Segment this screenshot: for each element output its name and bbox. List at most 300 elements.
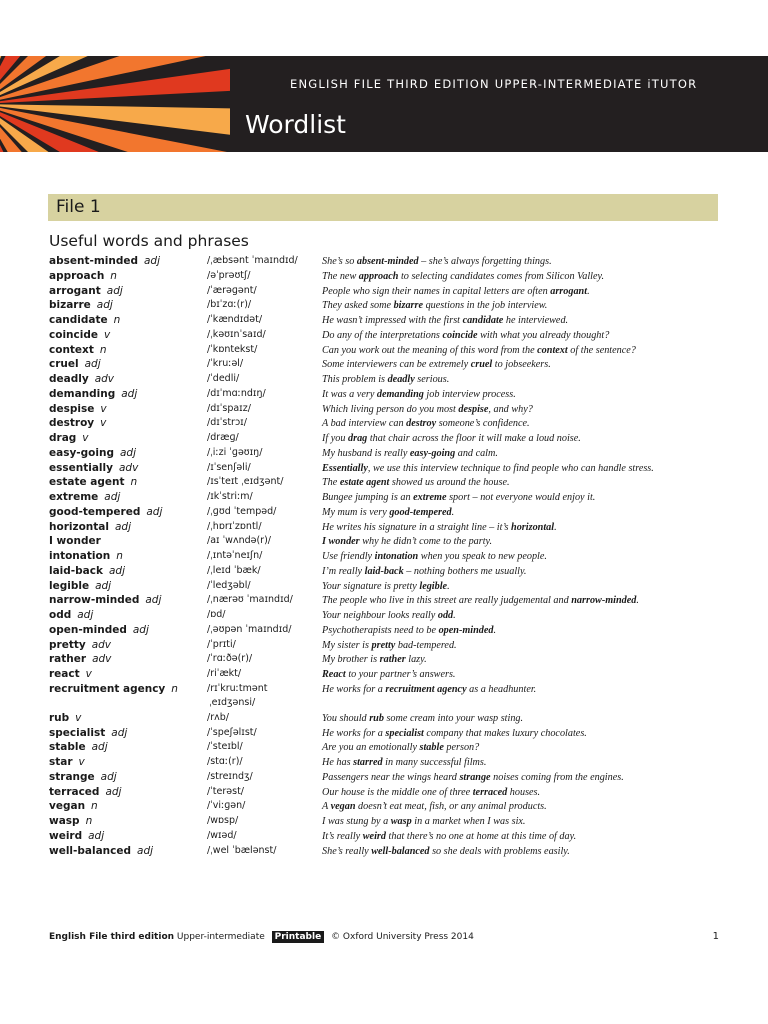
entry-pronunciation: /ˈledʒəbl/ — [207, 579, 251, 591]
example-text: He works for a — [322, 727, 386, 739]
entry-word-text: react — [49, 668, 80, 680]
entry-example-sentence — [322, 831, 576, 842]
example-highlight: intonation — [374, 551, 419, 562]
example-text: . — [453, 610, 456, 621]
example-text: My sister is — [322, 639, 372, 651]
entry-example-sentence — [322, 345, 636, 356]
example-text: with what you already thought? — [477, 329, 610, 341]
example-text: sport – not everyone would enjoy it. — [446, 492, 596, 503]
entry-example-sentence — [322, 359, 551, 370]
example-highlight: stable — [419, 742, 444, 754]
example-highlight: legible — [419, 580, 448, 592]
example-text: . — [554, 521, 557, 533]
entry-pronunciation: /ˈspeʃəlɪst/ — [207, 726, 257, 738]
entry-pronunciation: /ɒd/ — [207, 609, 226, 620]
entry-word-text: vegan — [49, 800, 86, 813]
entry-word-text: coincide — [49, 328, 98, 341]
entry-part-of-speech: n — [116, 550, 123, 562]
entry-word — [49, 683, 178, 695]
entry-example-sentence — [322, 801, 547, 812]
example-text: They asked some — [322, 300, 394, 312]
entry-pronunciation: /riˈækt/ — [207, 668, 242, 679]
footer-credit — [49, 931, 474, 943]
example-text: job interview process. — [423, 388, 516, 400]
entry-part-of-speech: adv — [94, 373, 115, 385]
example-highlight: wasp — [390, 816, 412, 827]
example-highlight: laid-back — [364, 565, 404, 577]
example-highlight: destroy — [406, 418, 437, 430]
example-highlight: open-minded — [438, 624, 494, 636]
example-highlight: I wonder — [322, 536, 360, 548]
example-highlight: starred — [353, 757, 383, 768]
example-text: someone’s confidence. — [436, 418, 530, 430]
example-highlight: specialist — [385, 727, 424, 739]
example-text: Do any of the interpretations — [322, 329, 443, 341]
example-text: This problem is — [322, 374, 388, 385]
entry-word — [49, 417, 106, 429]
entry-word — [49, 255, 160, 267]
example-text: She’s really — [322, 845, 372, 857]
entry-example-sentence — [322, 300, 547, 311]
entry-word — [49, 565, 125, 577]
example-text: He writes his signature in a straight line – it’s — [322, 521, 512, 533]
example-highlight: despise — [458, 403, 489, 415]
entry-word-text: absent-minded — [49, 255, 138, 267]
entry-pronunciation: /ˈviːɡən/ — [207, 800, 246, 812]
entry-example-sentence — [322, 477, 510, 488]
example-text: Your signature is pretty — [322, 580, 420, 592]
example-text: questions in the job interview. — [423, 300, 548, 312]
entry-example-sentence — [322, 507, 454, 518]
example-text: showed us around the house. — [389, 477, 510, 489]
example-text: so she deals with problems easily. — [429, 845, 570, 857]
example-text: A — [322, 801, 331, 813]
example-text: that there’s no one at home at this time of day. — [385, 830, 577, 842]
example-text: , we use this interview technique to find people who can handle stress. — [367, 462, 654, 474]
entry-pronunciation: /ˌnærəʊ ˈmaɪndɪd/ — [207, 594, 293, 606]
entry-example-sentence — [322, 256, 552, 267]
entry-pronunciation: /ˌəʊpən ˈmaɪndɪd/ — [207, 623, 292, 635]
example-text: and calm. — [455, 447, 498, 459]
entry-pronunciation: /dræɡ/ — [207, 432, 239, 443]
example-text: I was stung by a — [322, 816, 391, 827]
entry-example-sentence — [322, 581, 450, 592]
example-text: to selecting candidates comes from Silicon Valley. — [398, 270, 605, 282]
entry-part-of-speech: adv — [92, 653, 112, 666]
example-text: People who sign their names in capital letters are often — [322, 285, 551, 297]
entry-part-of-speech: n — [130, 476, 138, 489]
entry-word-text: rather — [49, 653, 87, 666]
entry-example-sentence — [322, 846, 570, 857]
entry-word — [49, 741, 108, 753]
example-text: in many successful films. — [382, 757, 487, 768]
entry-part-of-speech: n — [99, 343, 107, 356]
example-highlight: odd — [437, 610, 454, 621]
entry-word-text: context — [49, 343, 94, 356]
example-text: Your neighbour looks really — [322, 610, 438, 621]
example-text: Passengers near the wings heard — [322, 771, 460, 783]
entry-word — [49, 270, 117, 282]
entry-example-sentence — [322, 669, 455, 680]
entry-example-sentence — [322, 566, 526, 577]
entry-pronunciation: /ɪsˈteɪt ˌeɪdʒənt/ — [207, 476, 284, 488]
example-highlight: extreme — [413, 492, 447, 503]
example-text: houses. — [507, 786, 541, 798]
entry-word — [49, 624, 149, 636]
example-highlight: easy-going — [409, 447, 456, 459]
entry-pronunciation: /ɪˈsenʃəli/ — [207, 461, 251, 473]
example-text: A bad interview can — [322, 418, 407, 430]
example-text: Some interviewers can be extremely — [322, 359, 471, 371]
entry-word — [49, 373, 114, 385]
entry-part-of-speech: v — [78, 756, 85, 768]
footer-level: Upper-intermediate — [176, 932, 265, 942]
entry-part-of-speech: adv — [91, 638, 112, 651]
example-highlight: rub — [369, 712, 384, 724]
entry-part-of-speech: n — [171, 682, 178, 695]
entry-part-of-speech: adj — [145, 594, 162, 607]
example-text: bad-tempered. — [395, 639, 457, 651]
entry-word — [49, 506, 162, 518]
file-title: File 1 — [56, 197, 101, 217]
entry-pronunciation: /ˈrɑːðə(r)/ — [207, 653, 253, 665]
entry-part-of-speech: adj — [84, 358, 101, 371]
entry-word — [49, 771, 117, 783]
entry-word — [49, 358, 101, 370]
entry-pronunciation: /ˌkəʊɪnˈsaɪd/ — [207, 328, 266, 340]
entry-pronunciation: /ˈkændɪdət/ — [207, 314, 263, 325]
entry-example-sentence — [322, 404, 533, 415]
example-text: that chair across the floor it will make a loud noise. — [367, 433, 581, 444]
example-highlight: narrow-minded — [571, 595, 637, 607]
example-highlight: bizarre — [393, 300, 424, 312]
example-text: doesn’t eat meat, fish, or any animal products. — [355, 801, 547, 813]
entry-example-sentence — [322, 522, 557, 533]
example-text: My husband is really — [322, 447, 410, 459]
example-highlight: strange — [459, 771, 491, 783]
entry-example-sentence — [322, 610, 456, 621]
entry-word-text: pretty — [49, 638, 86, 651]
entry-part-of-speech: v — [100, 417, 107, 430]
entry-example-sentence — [322, 625, 496, 636]
entry-example-sentence — [322, 286, 590, 297]
entry-word-text: intonation — [49, 550, 111, 562]
entry-example-sentence — [322, 816, 525, 827]
entry-word — [49, 491, 120, 503]
example-highlight: cruel — [470, 359, 493, 371]
entry-pronunciation: /ˈkɒntekst/ — [207, 343, 258, 355]
example-text: He has — [322, 757, 354, 768]
entry-word-text: horizontal — [49, 520, 109, 533]
example-text: The people who live in this street are really judgemental and — [322, 595, 572, 607]
example-text: I’m really — [322, 565, 365, 577]
entry-part-of-speech: n — [110, 269, 117, 282]
entry-word-text: odd — [49, 609, 72, 621]
example-text: serious. — [414, 374, 450, 385]
example-text: some cream into your wasp sting. — [383, 712, 524, 724]
example-text: of the sentence? — [567, 344, 636, 356]
entry-part-of-speech: adj — [91, 741, 108, 754]
entry-part-of-speech: n — [91, 800, 98, 813]
entry-example-sentence — [322, 713, 523, 724]
entry-word — [49, 786, 121, 798]
series-title: ENGLISH FILE THIRD EDITION UPPER-INTERMEDIATE iTUTOR — [290, 77, 698, 91]
footer-book: English File third edition — [49, 932, 175, 942]
example-text: why he didn’t come to the party. — [359, 536, 493, 548]
entry-pronunciation: /wɪəd/ — [207, 829, 237, 841]
entry-pronunciation: /ˈærəɡənt/ — [207, 284, 257, 296]
example-text: he interviewed. — [503, 315, 569, 326]
entry-part-of-speech: adj — [104, 491, 121, 503]
entry-example-sentence — [322, 742, 479, 753]
example-highlight: context — [537, 344, 568, 356]
example-text: , and why? — [488, 403, 533, 415]
entry-example-sentence — [322, 315, 568, 326]
entry-pronunciation: /wɒsp/ — [207, 815, 239, 826]
example-text: My mum is very — [322, 506, 390, 518]
entry-part-of-speech: n — [113, 314, 121, 326]
entry-word-text: wasp — [49, 815, 80, 827]
entry-pronunciation: /ˈkruːəl/ — [207, 358, 244, 370]
entry-part-of-speech: adj — [95, 579, 112, 592]
entry-pronunciation: /ˈprɪti/ — [207, 638, 236, 650]
entry-example-sentence — [322, 684, 536, 695]
example-text: Bungee jumping is an — [322, 492, 414, 503]
entry-example-sentence — [322, 330, 609, 341]
entry-word — [49, 639, 111, 651]
entry-word-text: strange — [49, 770, 95, 783]
entry-part-of-speech: adj — [108, 564, 125, 577]
entry-part-of-speech: adj — [100, 770, 117, 783]
entry-example-sentence — [322, 728, 587, 739]
example-highlight: rather — [379, 654, 406, 666]
entry-word-text: destroy — [49, 417, 95, 430]
example-text: noises coming from the engines. — [490, 771, 624, 783]
entry-part-of-speech: adj — [88, 829, 105, 842]
example-text: My brother is — [322, 654, 380, 666]
entry-word-text: weird — [49, 829, 83, 842]
entry-word-text: recruitment agency — [49, 682, 166, 695]
entry-word — [49, 815, 92, 827]
entry-word — [49, 830, 104, 842]
section-title: Useful words and phrases — [49, 232, 249, 250]
entry-example-sentence — [322, 787, 540, 798]
example-text: If you — [322, 433, 349, 444]
entry-word-text: good-tempered — [49, 505, 141, 518]
entry-part-of-speech: v — [85, 668, 92, 680]
entry-pronunciation: /ˌhɒrɪˈzɒntl/ — [207, 520, 262, 532]
entry-part-of-speech: n — [85, 815, 93, 827]
entry-word — [49, 329, 110, 341]
example-text: person? — [443, 742, 480, 754]
entry-pronunciation: /əˈprəʊtʃ/ — [207, 269, 251, 281]
example-text: in a market when I was six. — [411, 816, 526, 827]
entry-pronunciation: /ˌiːzi ˈɡəʊɪŋ/ — [207, 446, 263, 458]
example-text: It was a very — [322, 388, 377, 400]
example-text: Are you an emotionally — [322, 742, 420, 754]
example-text: He wasn’t impressed with the first — [322, 315, 463, 326]
entry-word — [49, 388, 137, 400]
entry-word — [49, 653, 111, 665]
entry-word-text: drag — [49, 432, 77, 444]
entry-part-of-speech: v — [103, 328, 111, 341]
footer-copyright: © Oxford University Press 2014 — [331, 932, 474, 942]
entry-part-of-speech: adj — [77, 609, 94, 621]
footer — [49, 931, 719, 945]
entry-word-text: despise — [49, 402, 95, 415]
example-highlight: candidate — [462, 315, 504, 326]
entry-word — [49, 447, 136, 459]
example-text: . — [587, 285, 590, 297]
example-text: when you speak to new people. — [418, 551, 547, 562]
page-title: Wordlist — [245, 110, 346, 139]
entry-word — [49, 285, 123, 297]
entry-part-of-speech: adj — [137, 844, 154, 857]
example-highlight: React — [322, 669, 346, 680]
entry-word — [49, 668, 92, 680]
entry-part-of-speech: adj — [146, 505, 163, 518]
entry-word — [49, 550, 123, 562]
example-text: to your partner’s answers. — [345, 669, 456, 680]
example-text: You should — [322, 712, 370, 724]
example-text: . — [451, 506, 455, 518]
entry-word-text: open-minded — [49, 623, 127, 636]
entry-part-of-speech: adj — [111, 726, 128, 739]
example-highlight: pretty — [371, 639, 396, 651]
entry-part-of-speech: adj — [119, 446, 137, 459]
entry-word — [49, 800, 98, 812]
example-text: He works for a — [322, 683, 386, 695]
page-number: 1 — [712, 931, 719, 942]
entry-word — [49, 462, 138, 474]
entry-part-of-speech: v — [75, 711, 82, 724]
entry-pronunciation: /bɪˈzɑː(r)/ — [207, 299, 252, 311]
entry-part-of-speech: v — [82, 432, 89, 444]
example-text: She’s so — [322, 256, 357, 267]
example-highlight: estate agent — [339, 477, 390, 489]
entry-word — [49, 712, 81, 724]
entry-pronunciation: /ˌleɪd ˈbæk/ — [207, 564, 261, 576]
printable-badge: Printable — [272, 931, 325, 943]
example-text: . — [493, 624, 497, 636]
entry-word — [49, 344, 107, 356]
entry-part-of-speech: adj — [106, 284, 123, 297]
entry-word-text: approach — [49, 269, 105, 282]
entry-word-text: extreme — [49, 491, 99, 503]
example-text: It’s really — [322, 830, 363, 842]
example-highlight: Essentially — [322, 462, 368, 474]
entry-word — [49, 403, 107, 415]
entry-pronunciation: /ˈterəst/ — [207, 785, 245, 797]
example-highlight: well-balanced — [371, 845, 430, 857]
entry-word — [49, 432, 89, 444]
entry-example-sentence — [322, 772, 624, 783]
example-highlight: coincide — [442, 329, 478, 341]
entry-pronunciation: /streɪndʒ/ — [207, 770, 253, 782]
entry-word-text: easy-going — [49, 446, 114, 459]
entry-word — [49, 521, 131, 533]
example-text: Psychotherapists need to be — [322, 624, 439, 636]
entry-pronunciation: /ˈdedli/ — [207, 373, 240, 384]
entry-word-text: bizarre — [49, 299, 91, 312]
entry-pronunciation: /ˌæbsənt ˈmaɪndɪd/ — [207, 255, 298, 266]
entry-example-sentence — [322, 536, 492, 547]
entry-word-text: star — [49, 756, 73, 768]
entry-word-text: well-balanced — [49, 844, 132, 857]
entry-example-sentence — [322, 433, 581, 444]
example-text: Use friendly — [322, 551, 375, 562]
entry-example-sentence — [322, 448, 498, 459]
entry-pronunciation: /stɑː(r)/ — [207, 756, 243, 767]
entry-pronunciation: /ɪkˈstriːm/ — [207, 491, 253, 502]
entry-pronunciation: /dɪˈstrɔɪ/ — [207, 417, 247, 429]
entry-word — [49, 580, 111, 592]
entry-example-sentence — [322, 492, 595, 503]
entry-word-text: legible — [49, 579, 90, 592]
example-text: – nothing bothers me usually. — [403, 565, 527, 577]
example-text: Our house is the middle one of three — [322, 786, 473, 798]
entry-word — [49, 845, 153, 857]
entry-word — [49, 476, 137, 488]
example-highlight: recruitment agency — [385, 683, 467, 695]
example-highlight: approach — [358, 270, 399, 282]
entry-pronunciation-continued: ˌeɪdʒənsi/ — [209, 696, 256, 708]
example-highlight: terraced — [472, 786, 508, 798]
entry-word — [49, 609, 93, 621]
entry-part-of-speech: adv — [118, 461, 139, 474]
example-text: Which living person do you most — [322, 403, 459, 415]
entry-word-text: demanding — [49, 387, 116, 400]
entry-example-sentence — [322, 654, 427, 665]
entry-word — [49, 314, 120, 326]
example-highlight: drag — [348, 433, 368, 444]
example-text: – she’s always forgetting things. — [418, 256, 552, 267]
entry-word-text: arrogant — [49, 284, 101, 297]
entry-word — [49, 727, 127, 739]
entry-word-text: specialist — [49, 726, 106, 739]
entry-part-of-speech: adj — [105, 785, 122, 798]
entry-word-text: laid-back — [49, 564, 103, 577]
entry-word-text: essentially — [49, 461, 113, 474]
entry-part-of-speech: adj — [114, 520, 132, 533]
entry-example-sentence — [322, 551, 547, 562]
entry-example-sentence — [322, 374, 449, 385]
entry-word-text: candidate — [49, 314, 108, 326]
entry-example-sentence — [322, 418, 530, 429]
entry-pronunciation: /ˌɡʊd ˈtempəd/ — [207, 505, 277, 517]
entry-pronunciation: /ˌɪntəˈneɪʃn/ — [207, 550, 263, 561]
entry-word-text: terraced — [49, 785, 100, 798]
entry-word-text: deadly — [49, 373, 89, 385]
entry-pronunciation: /dɪˈmɑːndɪŋ/ — [207, 387, 266, 399]
example-highlight: weird — [362, 830, 386, 842]
example-highlight: arrogant — [550, 285, 588, 297]
entry-word-text: cruel — [49, 358, 79, 371]
example-highlight: good-tempered — [389, 506, 452, 518]
example-text: as a headhunter. — [466, 683, 537, 695]
example-text: . — [636, 595, 639, 607]
entry-word-text: narrow-minded — [49, 594, 140, 607]
entry-part-of-speech: adj — [144, 255, 161, 267]
example-highlight: horizontal — [511, 521, 555, 533]
entry-part-of-speech: adj — [96, 299, 113, 312]
entry-example-sentence — [322, 640, 457, 651]
entry-pronunciation: /dɪˈspaɪz/ — [207, 402, 251, 414]
entry-example-sentence — [322, 271, 604, 282]
entry-pronunciation: /rʌb/ — [207, 711, 229, 723]
entry-word — [49, 756, 85, 768]
example-text: lazy. — [405, 654, 427, 666]
